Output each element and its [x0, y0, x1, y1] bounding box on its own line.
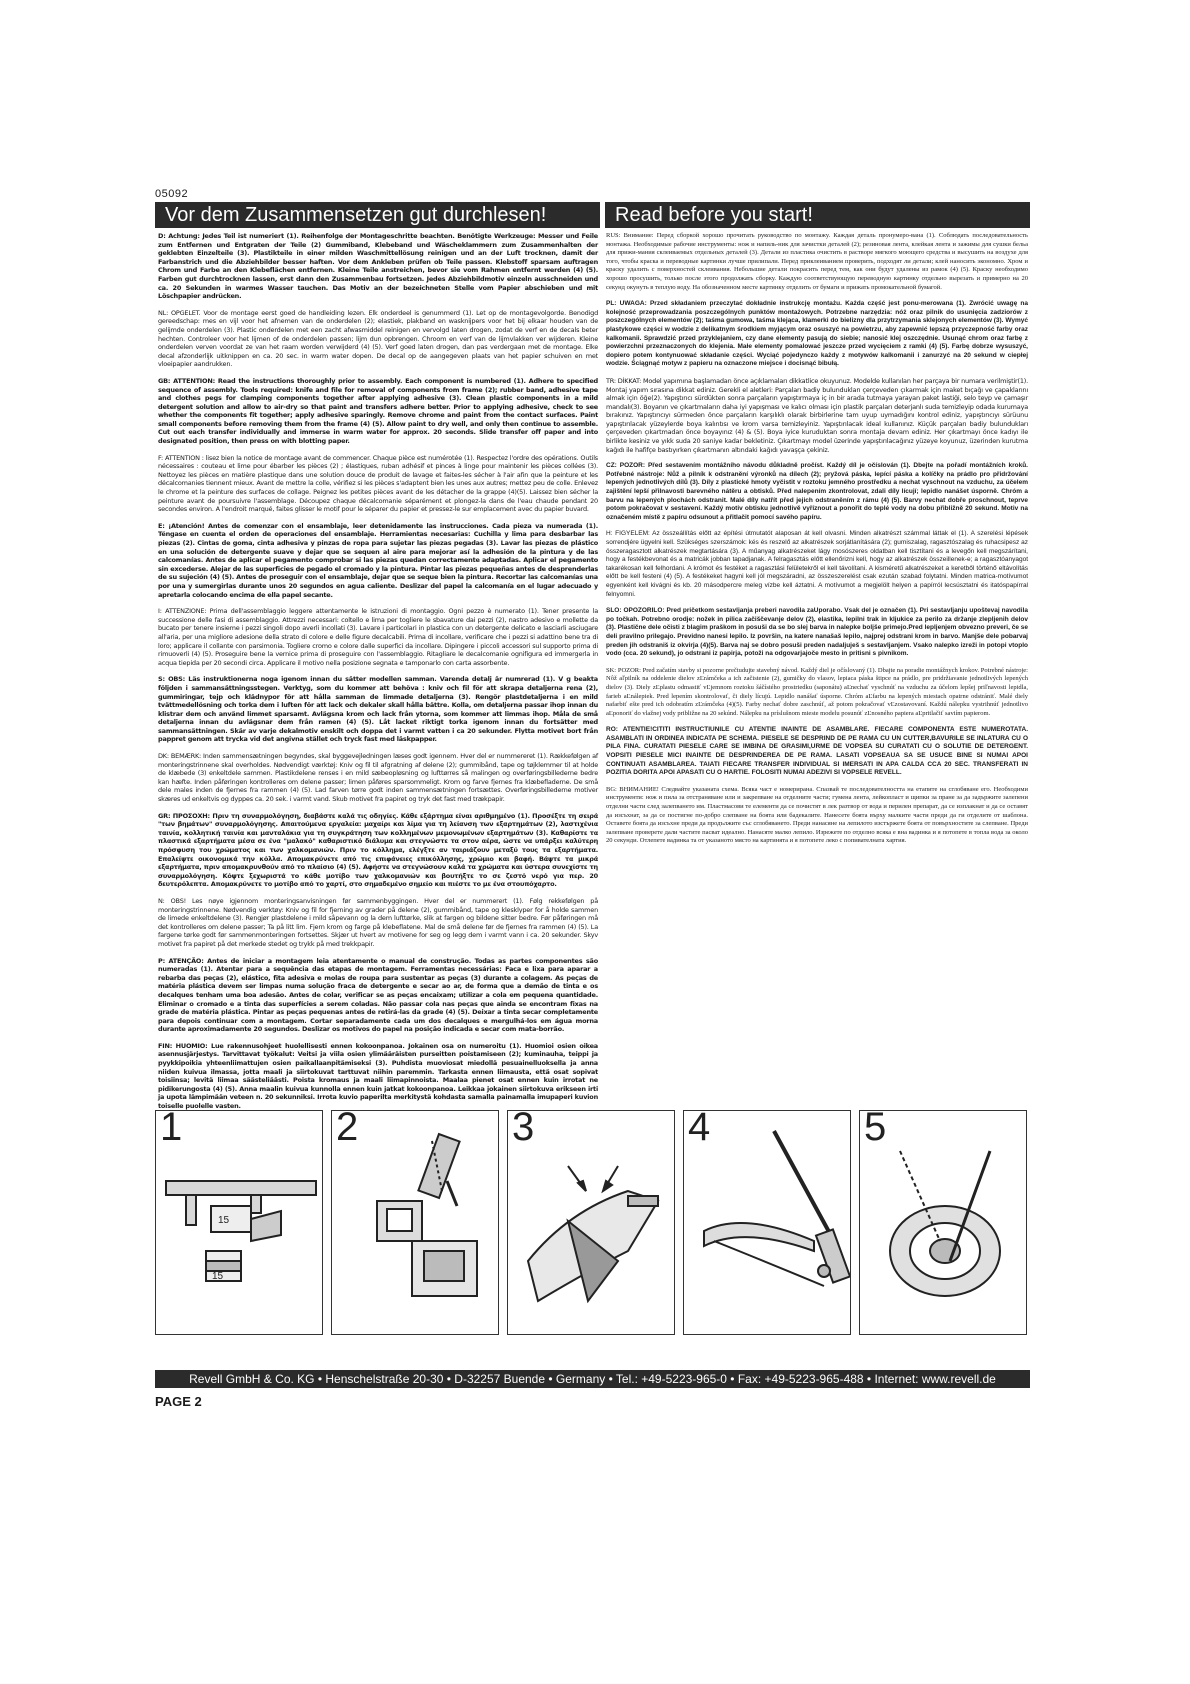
right-column	[606, 232, 1028, 854]
paragraph-pl: PL: UWAGA: Przed składaniem przeczytać dokładnie instrukcję montażu. Każda część jest ponu-merowana (1). Zwrócić uwagę na kolejność przeprowadzania poszczególnych punktów montażowych. Potrzebne narzędzia: nóż oraz pilnik do usunięcia zadziorów z poszczególnych elementów (2); taśma gumowa, taśma klejąca, klamerki do bielizny dla przytrzymania sklejonych elementów (3). Wymyć plastykowe części w wodzie z delikatnym środkiem myjącym oraz osuszyć na powietrzu, aby zapewnić lepszą przyczepność farby oraz kalkomanii. Sprawdzić przed przyklejaniem, czy dane elementy pasują do siebie; nanosić klej oszczędnie. Usunąć chrom oraz farbę z powierzchni przeznaczonych do klejenia. Małe elementy pomalować jeszcze przed wycięciem z ramki (4) (5). Farbę dobrze wysuszyć, dopiero potem kontynuować składanie części. Wyciąć pojedynczo każdy z motywów kalkomanii i zanurzyć na 20 sekund w ciepłej wodzie. Ściągnąć motyw z papieru na oznaczone miejsce i docisnąć bibułą.	[606, 300, 1028, 368]
paragraph-dk: DK: BEMÆRK: Inden sammensætningen begyndes, skal byggevejledningen læses godt igennem. Hver del er nummereret (1). Rækkefølgen af monteringstrinnene skal overholdes. Nødvendigt værktøj: Kniv og fil til afgratning af delene (2); gummibånd, tape og tøjklemmer til at holde de klæbede (3) enkeltdele sammen. Plastikdelene renses i en mild sæbeopløsning og lufttørres så malingen og overføringsbillederne bedre kan hæfte. Inden påføringen kontrolleres om delene passer; limen påføres sparsommeligt. Krom og farve fjernes fra klæbefladerne. De små dele males inden de fjernes fra rammen (4) (5). Lad farven tørre godt inden sammensætningen fortsættes. Overføringsbillederne motiver skæres ud enkeltvis og dyppes ca. 20 sek. i varmt vand. Skub motivet fra papiret og tryk det fast med trækpapir.	[158, 752, 598, 804]
paragraph-p: P: ATENÇÃO: Antes de iniciar a montagem leia atentamente o manual de construção. Todas as partes componentes são numeradas (1). Atentar para a sequência das etapas de montagem. Ferramentas necessárias: Faca e lixa para aparar a rebarba das peças (2), elástico, fita adesiva e molas de roupa para sustentar as peças (3) durante a colagem. As peças de matéria plástica devem ser limpas numa solução fraca de detergente e secar ao ar, de forma que a demão de tinta e os decalques tenham uma boa adesão. Antes de colar, verificar se as peças encaixam; utilizar a cola em pequena quantidade. Eliminar o cromado e a tinta das superfícies a serem coladas. Não passar cola nas peças que ainda se encontram fixas na grade de matéria plástica. Pintar as peças pequenas antes de retirá-las da grade (4) (5). Deixar a tinta secar completamente para depois continuar com a montagem. Cortar separadamente cada um dos decalques e mergulhá-los em água morna durante aproximadamente 20 segundos. Deslizar os motivos do papel na posição indicada e secar com mata-borrão.	[158, 956, 598, 1034]
frame-parts-icon	[156, 1111, 323, 1335]
step-panel-4	[683, 1110, 851, 1335]
clamp-tape-icon	[508, 1111, 675, 1335]
paragraph-slo: SLO: OPOZORILO: Pred pričetkom sestavljanja preberi navodila zaUporabo. Vsak del je označen (1). Pri sestavljanju upoštevaj navodila po točkah. Potrebno orodje: nožek in pilica začiščevanje delov (2), elastika, lepilni trak in kljukice za perilo za držanje zlepljenih delov (3). Plastične dele očisti z blagim praškom in posuši da se bo slej barva in nalepke boljše primejo.Pred lepljenjem obvezno preveri, če se deli pravilno prilegajo. Previdno nanesi lepilo. Iz površin, na katere nanašaš lepilo, najprej odstrani krom in barvo. Manjše dele pobarvaj preden jih odstraniš iz okvirja (4)(5). Barva naj se dobro posuši preden nadaljuješ s sestavljanjem. Vsako nalepko izreži in potopi vtoplo vodo (cca. 20 sekund), jo odstrani iz papirja, potoži na odgovarjajoče mesto in pritisni s pivnikom.	[606, 607, 1028, 658]
paragraph-bg: BG: ВНИМАНИЕ! Следвайте указаната схема. Всяка част е номерирана. Спазвай те последователността на етапите на сглобяване его. Необходими инструменти: нож и пила за отстраняване или и закрепване на отделните части; гумена лента, лейкопласт и щипки за пране за да задържите залепени отделни части след залепването им. Пластмасови те елементи да се почистят в лек разтвор от вода и перилен препарат, да се изплакнат и да се оставят да изсъхнат, за да се постигне по-добро слепване на боята или бадекалите. Нанесете боята върху малките части преди да ги отделите от шаблона. Оставете боята да изсъхне преди да продължите със сглобяването. Преди нанасяне на лепилото изстържете боята от повърхностите за слепване. Преди залепване проверете дали частите пасват идеално. Нанасяте малко лепило. Изрежете по отделно всяка е вна вадинка и я потопете в топла вода за около 20 секунди. Отлепете вадинка та от указаното място на картинята и я потопете леко с попивателната хартия.	[606, 785, 1028, 845]
header-bar-german: Vor dem Zusammensetzen gut durchlesen!	[155, 202, 600, 228]
decal-roll-icon	[860, 1111, 1027, 1335]
file-tool-icon	[332, 1111, 499, 1335]
paragraph-n: N: OBS! Les nøye igjennom monteringsanvisningen før sammenbyggingen. Hver del er nummerert (1). Følg rekkefølgen på monteringstrinnene. Nødvendig verktøy: Kniv og fil for fjerning av grader på delene (2), gummibånd, tape og klesklyper for å holde sammen de limede enkeltdelene (3). Rengjør plastdelene i mild såpevann og la dem lufttørke, slik at fargen og bildene sitter bedre. Før påføringen må det kontrolleres om delene passer; Ta på litt lim. Fjern krom og farge på klebeflatene. Mal de små delene før de fjernes fra rammen (4) (5). La fargene tørke godt før sammenmonteringen fortsettes. Skjær ut hvert av motivene for seg og legg dem i varmt vann i ca. 20 sekunder. Skyv motivet fra papiret på det merkede stedet og trykk på med trekkpapir.	[158, 896, 598, 948]
paragraph-cz: CZ: POZOR: Před sestavením montážního návodu důkladně pročíst. Každý díl je očíslován (1). Dbejte na pořadí montážních kroků. Potřebné nástroje: Nůž a pilník k odstranění výronků na dílech (2); pryžová páska, lepící páska a kolíčky na prádlo pro přidržování lepených jednotlivých dílů (3). Díly z plastické hmoty vyčistit v roztoku jemného prostředku a nechat vyschnout na vzduchu, za účelem zajištění lepší přilnavosti barevného nátěru a obtisků. Před nalepením zkontrolovat, zdali díly lícují; lepidlo nanášet úsporně. Chróm a barvu na lepených plochách odstranit. Malé díly natřít před jejich odstraněním z rámu (4) (5). Barvy nechat dobře proschnout, teprve potom pokračovat v sestavení. Každý motiv obtisku jednotlivě vyříznout a ponořit do teplé vody na dobu přibližně 20 sekund. Motiv na označeném místě z papíru odsunout a přitlačit pomocí savého papíru.	[606, 462, 1028, 521]
paragraph-f: F: ATTENTION : lisez bien la notice de montage avant de commencer. Chaque pièce est numérotée (1). Respectez l'ordre des opérations. Outils nécessaires : couteau et lime pour ébarber les pièces (2) ; élastiques, ruban adhésif et pinces à linge pour maintenir les pièces collées (3). Nettoyez les pièces en matière plastique dans une solution douce de produit de lavage et faites-les sécher à l'air afin que la peinture et les décalcomanies tiennent mieux. Avant de mettre la colle, vérifiez si les pièces s'adaptent bien les unes aux autres; mettez peu de colle. Enlevez le chrome et la peinture des surfaces de collage. Peignez les petites pièces avant de les détacher de la grappe (4)(5). Laissez bien sécher la peinture avant de poursuivre l'assemblage. Découpez chaque décalcomanie séparément et plongez-la dans de l'eau chaude pendant 20 secondes environ. A l'endroit marqué, faites glisser le motif pour le séparer du papier et pressez-le sur emplacement avec du papier buvard.	[158, 453, 598, 514]
svg-text:15: 15	[212, 1271, 224, 1282]
paragraph-e: E: ¡Atención! Antes de comenzar con el ensamblaje, leer detenidamente las instrucciones. Cada pieza va numerada (1). Téngase en cuenta el orden de operaciones del ensamblaje. Herramientas necesarias: Cuchilla y lima para desbarbar las piezas (2). Cintas de goma, cinta adhesiva y pinzas de ropa para sujetar las piezas pegadas (3). Lavar las piezas de plástico en una solución de detergente suave y dejar que se sequen al aire para mejorar así la adhesión de la pintura y de las calcomanías. Antes de aplicar el pegamento comprobar si las piezas quedan correctamente adaptadas. Aplicar el pegamento sin excederse. Alejar de las superficies de pegado el cromado y la pintura. Pintar las piezas pequeñas antes de desprenderlas de su sujeción (4) (5). Antes de proseguir con el ensamblaje, dejar que se seque bien la pintura. Recortar las calcomanías una por una y sumergirlas durante unos 20 segundos en agua caliente. Deslizar del papel la calcomanía en el lugar adecuado y apretarla colocando encima de ella papel secante.	[158, 521, 598, 599]
step-panel-5	[859, 1110, 1027, 1335]
step-panel-2	[331, 1110, 499, 1335]
step-number: 4	[688, 1110, 711, 1149]
assembly-steps	[155, 1110, 1030, 1335]
paragraph-i: I: ATTENZIONE: Prima dell'assemblaggio leggere attentamente le istruzioni di montaggio. Ogni pezzo è numerato (1). Tener presente la successione delle fasi di assemblaggio. Attrezzi necessari: coltello e lima per togliere le sbavature dai pezzi (2), nastro adesivo e mollette da bucato per tenere insieme i pezzi singoli dopo averli incollati (3). Lavare i particolari in plastica con un detergente delicato e lasciarli asciugare all'aria, per una migliore adesione della strato di colore e delle figure decalcabili. Prima di incollare, verificare che i pezzi si adattino bene tra di loro; applicare il collante con parsimonia. Togliere cromo e colore dalle superfici da incollare. Dipingere i piccoli accessori sul supporto prima di rimuoverli (4) (5). Proseguire bene la vernice prima di proseguire con l'assemblaggio. Ritagliare le decalcomanie ognifigura ed immergerla in acqua tiepida per 20 secondi circa. Applicare il motivo nella posizione segnata e tamponarlo con carta assorbente.	[158, 607, 598, 667]
left-column	[158, 232, 598, 1119]
document-code: 05092	[155, 188, 189, 200]
step-number: 5	[864, 1110, 887, 1149]
footer-bar: Revell GmbH & Co. KG • Henschelstraße 20-30 • D-32257 Buende • Germany • Tel.: +49-5223-965-0 • Fax: +49-5223-965-488 • Internet: www.revell.de	[155, 1370, 1030, 1388]
paragraph-fin: FIN: HUOMIO: Lue rakennusohjeet huolellisesti ennen kokoonpanoa. Jokainen osa on numeroitu (1). Huomioi osien oikea asennusjärjestys. Tarvittavat työkalut: Veitsi ja viila osien ylimääräisten purseitten poistamiseen (2); kuminauha, teippi ja pyykkipoikia yhteenliimattujen osien paikallaanpitämiseksi (3). Puhdista muoviosat miedollä pesuainelluoksella ja anna niiden kuivua ilmassa, jotta maali ja siirtokuvat tarttuvat niihin paremmin. Tarkasta ennen liimausta, että osat sopivat toisiinsa; levitä liimaa säästeliäästi. Poista kromaus ja maali liimapinnoista. Maalaa pienet osat ennen kuin irrotat ne pidikerungosta (4) (5). Anna maalin kuivua kunnolla ennen kuin jatkat kokoonpanoa. Leikkaa jokainen siirtokuva erikseen irti ja upota lämpimään veteen n. 20 sekunniksi. Irrota kuvio paperilta merkitystä kohdasta samalla painamalla imupaperi kuvion toiselle puolelle vasten.	[158, 1041, 598, 1111]
step-number: 2	[336, 1110, 359, 1149]
step-number: 3	[512, 1110, 535, 1149]
page-number: PAGE 2	[155, 1394, 202, 1409]
step-panel-1	[155, 1110, 323, 1335]
svg-text:15: 15	[218, 1215, 230, 1226]
paragraph-gr: GR: ΠΡΟΣΟΧΗ: Πριν τη συναρμολόγηση, διαβάστε καλά τις οδηγίες. Κάθε εξάρτημα είναι αριθμημένο (1). Προσέξτε τη σειρά "των βημάτων" συναρμολόγησης. Απαιτούμενα εργαλεία: μαχαίρι και λίμα για τη λείανση των εξαρτημάτων (2), λαστιχένια ταινία, κολλητική ταινία και μανταλάκια για τη συγκράτηση των κολλημένων μεμονωμένων εξαρτημάτων (3). Καθαρίστε τα πλαστικά εξαρτήματα μέσα σε ένα "μαλακό" καθαριστικό διάλυμα και στεγνώστε τα στον αέρα, ώστε να υπάρξει καλύτερη πρόσφυση του χρώματος και των χαλκομανιών. Πριν το κόλλημα, ελέγξτε αν ταιριάζουν μεταξύ τους τα εξαρτήματα. Επαλείψτε οικονομικά την κόλλα. Απομακρύνετε από τις επιφάνειες επικόλλησης, χρώμιο και βαφή. Βάψτε τα μικρά εξαρτήματα, πριν απομακρυνθούν από το πλαίσιο (4) (5). Αφήστε να στεγνώσουν καλά τα χρώματα και ύστερα συνεχίστε τη συναρμολόγηση. Κόψτε ξεχωριστά το κάθε μοτίβο των χαλκομανιών και βουτήξτε το σε ζεστό νερό για περ. 20 δευτερόλεπτα. Απομακρύνετε το μοτίβο από το χαρτί, στο σημαδεμένο σημείο και πιέστε το με ένα στουπόχαρτο.	[158, 811, 598, 889]
paragraph-h: H: FIGYELEM: Az összeállítás előtt az építési útmutatót alaposan át kell olvasni. Minden alkatrészt számmal láttak el (1). A szerelési lépések sorrendjére ügyelni kell. Szükséges szerszámok: kés és reszelő az alkatrészek sorjátlanítására (2); gumiszalag, ragasztószalag és ruhacsipesz az összeragasztott alkatrészek megtartására (3). A műanyag alkatrészeket lágy mosószeres oldatban kell tisztítani és a levegőn kell megszárítani, hogy a festékbevonat és a matricák jobban tapadjanak. A felragasztás előtt ellenőrizni kell, hogy az alkatrészek összeillenek-e; a ragasztóanyagot takarékosan kell felhordani. A krómot és festéket a ragasztási felületekről el kell távolítani. A kisméretű alkatrészeket a keretből történő eltávolítás előtt be kell festeni (4) (5). A festékeket hagyni kell jól megszáradni, az összeszerelést csak ezután szabad folytatni. Minden matrica-motívumot egyenként kell kivágni és kb. 20 másodpercre meleg vízbe kell áztatni. A motívumot a megjelölt helyen a papírról lecsúsztatni és itatóspapírral felnyomni.	[606, 530, 1028, 598]
paragraph-ro: RO: ATENTIE!CITITI INSTRUCTIUNILE CU ATENTIE INAINTE DE ASAMBLARE. FIECARE COMPONENTA ESTE NUMEROTATA. ASAMBLATI IN ORDINEA INDICATA PE SCHEMA. PIESELE SE DESPRIND DE PE RAMA CU UN CUTTER,BAVURILE SE INLATURA CU O PILA FINA. CURATATI PIESELE CARE SE IMBINA DE GRASIMI,URME DE VOPSEA SU CURATATI CU O SOLUTIE DE DETERGENT. VOPSITI PIESELE MICI INAINTE DE DESPRINDEREA DE PE RAMA. LASATI VOPSEAUA SA SE USUCE BINE SI NUMAI APOI CONTINUATI ASAMBLAREA. TAIATI FIECARE TRANSFER INDIVIDUAL SI IMERSATI IN APA CALDA CCA 20 SEC. TRANSFERATI IN POZITIA DORITA APOI APASATI CU O HARTIE. FOLOSITI NUMAI ADEZIVI SI VOPSELE REVELL.	[606, 726, 1028, 777]
step-panel-3	[507, 1110, 675, 1335]
paragraph-sk: SK: POZOR: Pred začatím stavby si pozorne prečtudujte stavebný návod. Každý diel je očíslovaný (1). Dbajte na poradie montážnych krokov. Potrebné nástroje: Nôž aľpilník na oddelenie dielov zĽrámčeka a ich začistenie (2), gumičky do vlasov, lepiaca páska štipce na prádlo, pre pridržiavanie jednotlivých lepených dielov (3). Diely zĽplastu odmastiť vĽjemnom roztoku šáčístého prostriedku (saponátu) aĽnechať vyschnúť na vzduchu za účelom lepšej priľnavosti lepidla, farieb aĽnálepiek. Pred lepením skontrolovať, či diely lícujú. Lepidlo nanášať úsporne. Chróm aĽfarbu na lepených miestach opatrne odstrániť. Malé diely nafarbiť ešte pred ich odobratím zĽrámčeka (4)(5). Farby nechať dobre zaschnúť, až potom pokračovať vĽzostavovaní. Každú nálepku vystrihnúť jednotlivo aĽponoriť do vlažnej vody približne na 20 sekúnd. Nálepku na príslušnom mieste modelu posunúť zĽnosného papiera aĽpritlačiť saviím papierom.	[606, 666, 1028, 717]
paragraph-de: D: Achtung: Jedes Teil ist numeriert (1). Reihenfolge der Montageschritte beachten. Benötigte Werkzeuge: Messer und Feile zum Entfernen und Entgraten der Teile (2) Gummiband, Klebeband und Wäscheklammern zum Zusammenhalten der geklebten Einzelteile (3). Plastikteile in einer milden Waschmittellösung reinigen und an der Luft trocknen, damit der Farbanstrich und die Abziehbilder besser haften. Vor dem Ankleben prüfen ob Teile passen. Klebstoff sparsam auftragen Chrom und Farbe an den Klebeflächen entfernen. Kleine Teile anstreichen, bevor sie vom Rahmen entfernt werden (4) (5). Farben gut durchtrocknen lassen, erst dann den Zusammenbau fortsetzen. Jedes Abziehbildmotiv einzeln ausschneiden und ca. 20 Sekunden in warmes Wasser tauchen. Das Motiv an der bezeichneten Stelle vom Papier abschieben und mit Löschpapier andrücken.	[158, 232, 598, 301]
paragraph-s: S: OBS: Läs instruktionerna noga igenom innan du sätter modellen samman. Varenda detalj är numrerad (1). V g beakta följden i sammansättningsstegen. Verktyg, som du kommer att behöva : kniv och fil för att skrapa detaljerna rena (2), gummiringar, tejp och klädnypor för att hålla samman de limmade detaljerna (3). Rengör plastdetaljerna i en mild tvättmedellösning och torka dem i luften för att lack och dekaler skall hålla bättre. Kolla, om detaljerna passar ihop innan du klistrar dem och använd limmet sparsamt. Avlägsna krom och lack från ytorna, som kommer att limmas ihop. Måla de små detaljerna innan du avlägsnar dem från ramen (4) (5). Låt lacket riktigt torka igenom innan du fortsätter med sammansättningen. Skär av varje dekalmotiv enskilt och doppa det i varmt vatten i ca 20 sekunder. Flytta motivet bort från pappret genom att trycka vid det angivna stället och tryck fast med läskpapper.	[158, 675, 598, 744]
paragraph-nl: NL: OPGELET. Voor de montage eerst goed de handleiding lezen. Elk onderdeel is genummerd (1). Let op de montagevolgorde. Benodigd gereedschap: mes en vijl voor het afnemen van de onderdelen (2); elastiek, plakband en wasknijpers voor het bij elkaar houden van de gelijmde onderdelen (3). Plastic onderdelen met een zacht afwasmiddel reinigen en vervolgd laten drogen, zodat de verf en de decals beter hechten. Controleer voor het lijmen of de onderdelen passen; lijm dun opbrengen. Chroom en verf van de lijmvlakken ver wijderen. Kleine onderdelen verven voordat ze van het raam worden verwijderd (4) (5). Verf goed laten drogen, dan pas verdergaan met de montage. Elke decal afzonderlijk uitknippen en ca. 20 sec. in warm water dopen. De decal op de aangegeven plaats van het papier schuiven en met vloeipapier aandrukken.	[158, 308, 598, 369]
paragraph-rus: RUS: Внимание: Перед сборкой хорошо прочитать руководство по монтажу. Каждая деталь пронумеро-вана (1). Соблюдать последовательность монтажа. Необходимые рабочие инструменты: нож и напиль-ник для зачистки деталей (2); резиновая лента, клейкая лента и зажимы для сушки бельа для прижи-мания склеиваемых отдельных деталей (3). Детали из пластика очистить в растворе мягкого моющего средства и высушить на воздухе для того, чтобы краска и переводные картинки лучше прилипали. Перед приклеиванием проверить, подходят ли детали; клей наносить экономно. Хром и краску удалить с поверхностей склеивания. Небольшие детали покрасить перед тем, как они будут удалены из рамок (4) (5). Краску необходимо хорошо просушить, только после этого продолжать сборку. Каждую соответствующую переводную картинку отдельно вырезать и примерно на 20 секунд окунуть в теплую воду. На обозначенном месте картинку отделить от бумаги и прижать промокательной бумагой.	[606, 232, 1028, 291]
tweezers-brush-icon	[684, 1111, 851, 1335]
paragraph-tr: TR: DİKKAT: Model yapımına başlamadan önce açıklamaları dikkatlice okuyunuz. Modelde kullanılan her parçaya bir numara verilmiştir(1). Montaj yapım sırasına dikkat ediniz. Gerekli el aletleri: Parçaları badiy bulundukları çerçeveden çıkarmak için maket bıçağı ve çapaklarını almak için öğe(2). Yapıştırıcı sürdükten sonra parçaların yapıştırmaya iç in bir arada tutmaya yarayan paket lastiği, selo teyp ve çamaşır mandalı(3). Boyanın ve çıkartmaların daha iyi yapışması ve kalıcı olması için plastik parçaları deterjanlı suda temizleyip odada kurumaya bırakınız. Yapıştırıcıyı sürmeden önce parçaların karşılıklı olarak birbirlerine tam uyup uymadığını kontrol ediniz, yapıştırıcıyı sürüunu yapıştırılacak yüzeylerde boya kalıntısı ve krom varsa temizleyiniz. Yapıştırılacak ideal kullanınız. Küçük parçaları badiy bulundukları çerçeveden çıkartmadan önce boyayınız (4) & (5). Boya iyice kuruduktan sonra montaja devam ediniz. Her çıkartmayı önce kadıyı ile birlikte kesiniz ve yıkk suda 20 saniye kadar bekletiniz. Çıkartmayı model üzerinde yapıştırılacağınız yüzeye koyunuz, üzerinden kurutma kağıdı ile hafifçe bastıyırken çıkartmanın altındaki kağıdı yavaşça çekiniz.	[606, 376, 1028, 454]
step-number: 1	[160, 1110, 183, 1149]
paragraph-gb: GB: ATTENTION: Read the instructions thoroughly prior to assembly. Each component is numbered (1). Adhere to specified sequence of assembly. Tools required: knife and file for removal of components from frame (2); rubber band, adhesive tape and clothes pegs for clamping components together after applying adhesive (3). Clean plastic components in a mild detergent solution and allow to air-dry so that paint and transfers adhere better. Prior to applying adhesive, check to see whether the components fit together; apply adhesive sparingly. Remove chrome and paint from the contact surfaces. Paint small components before removing them from the frame (4) (5). Allow paint to dry well, and only then continue to assemble. Cut out each transfer individually and immerse in warm water for approx. 20 seconds. Slide transfer off paper and into designated position, then press on with blotting paper.	[158, 376, 598, 446]
header-bar-english: Read before you start!	[605, 202, 1030, 228]
